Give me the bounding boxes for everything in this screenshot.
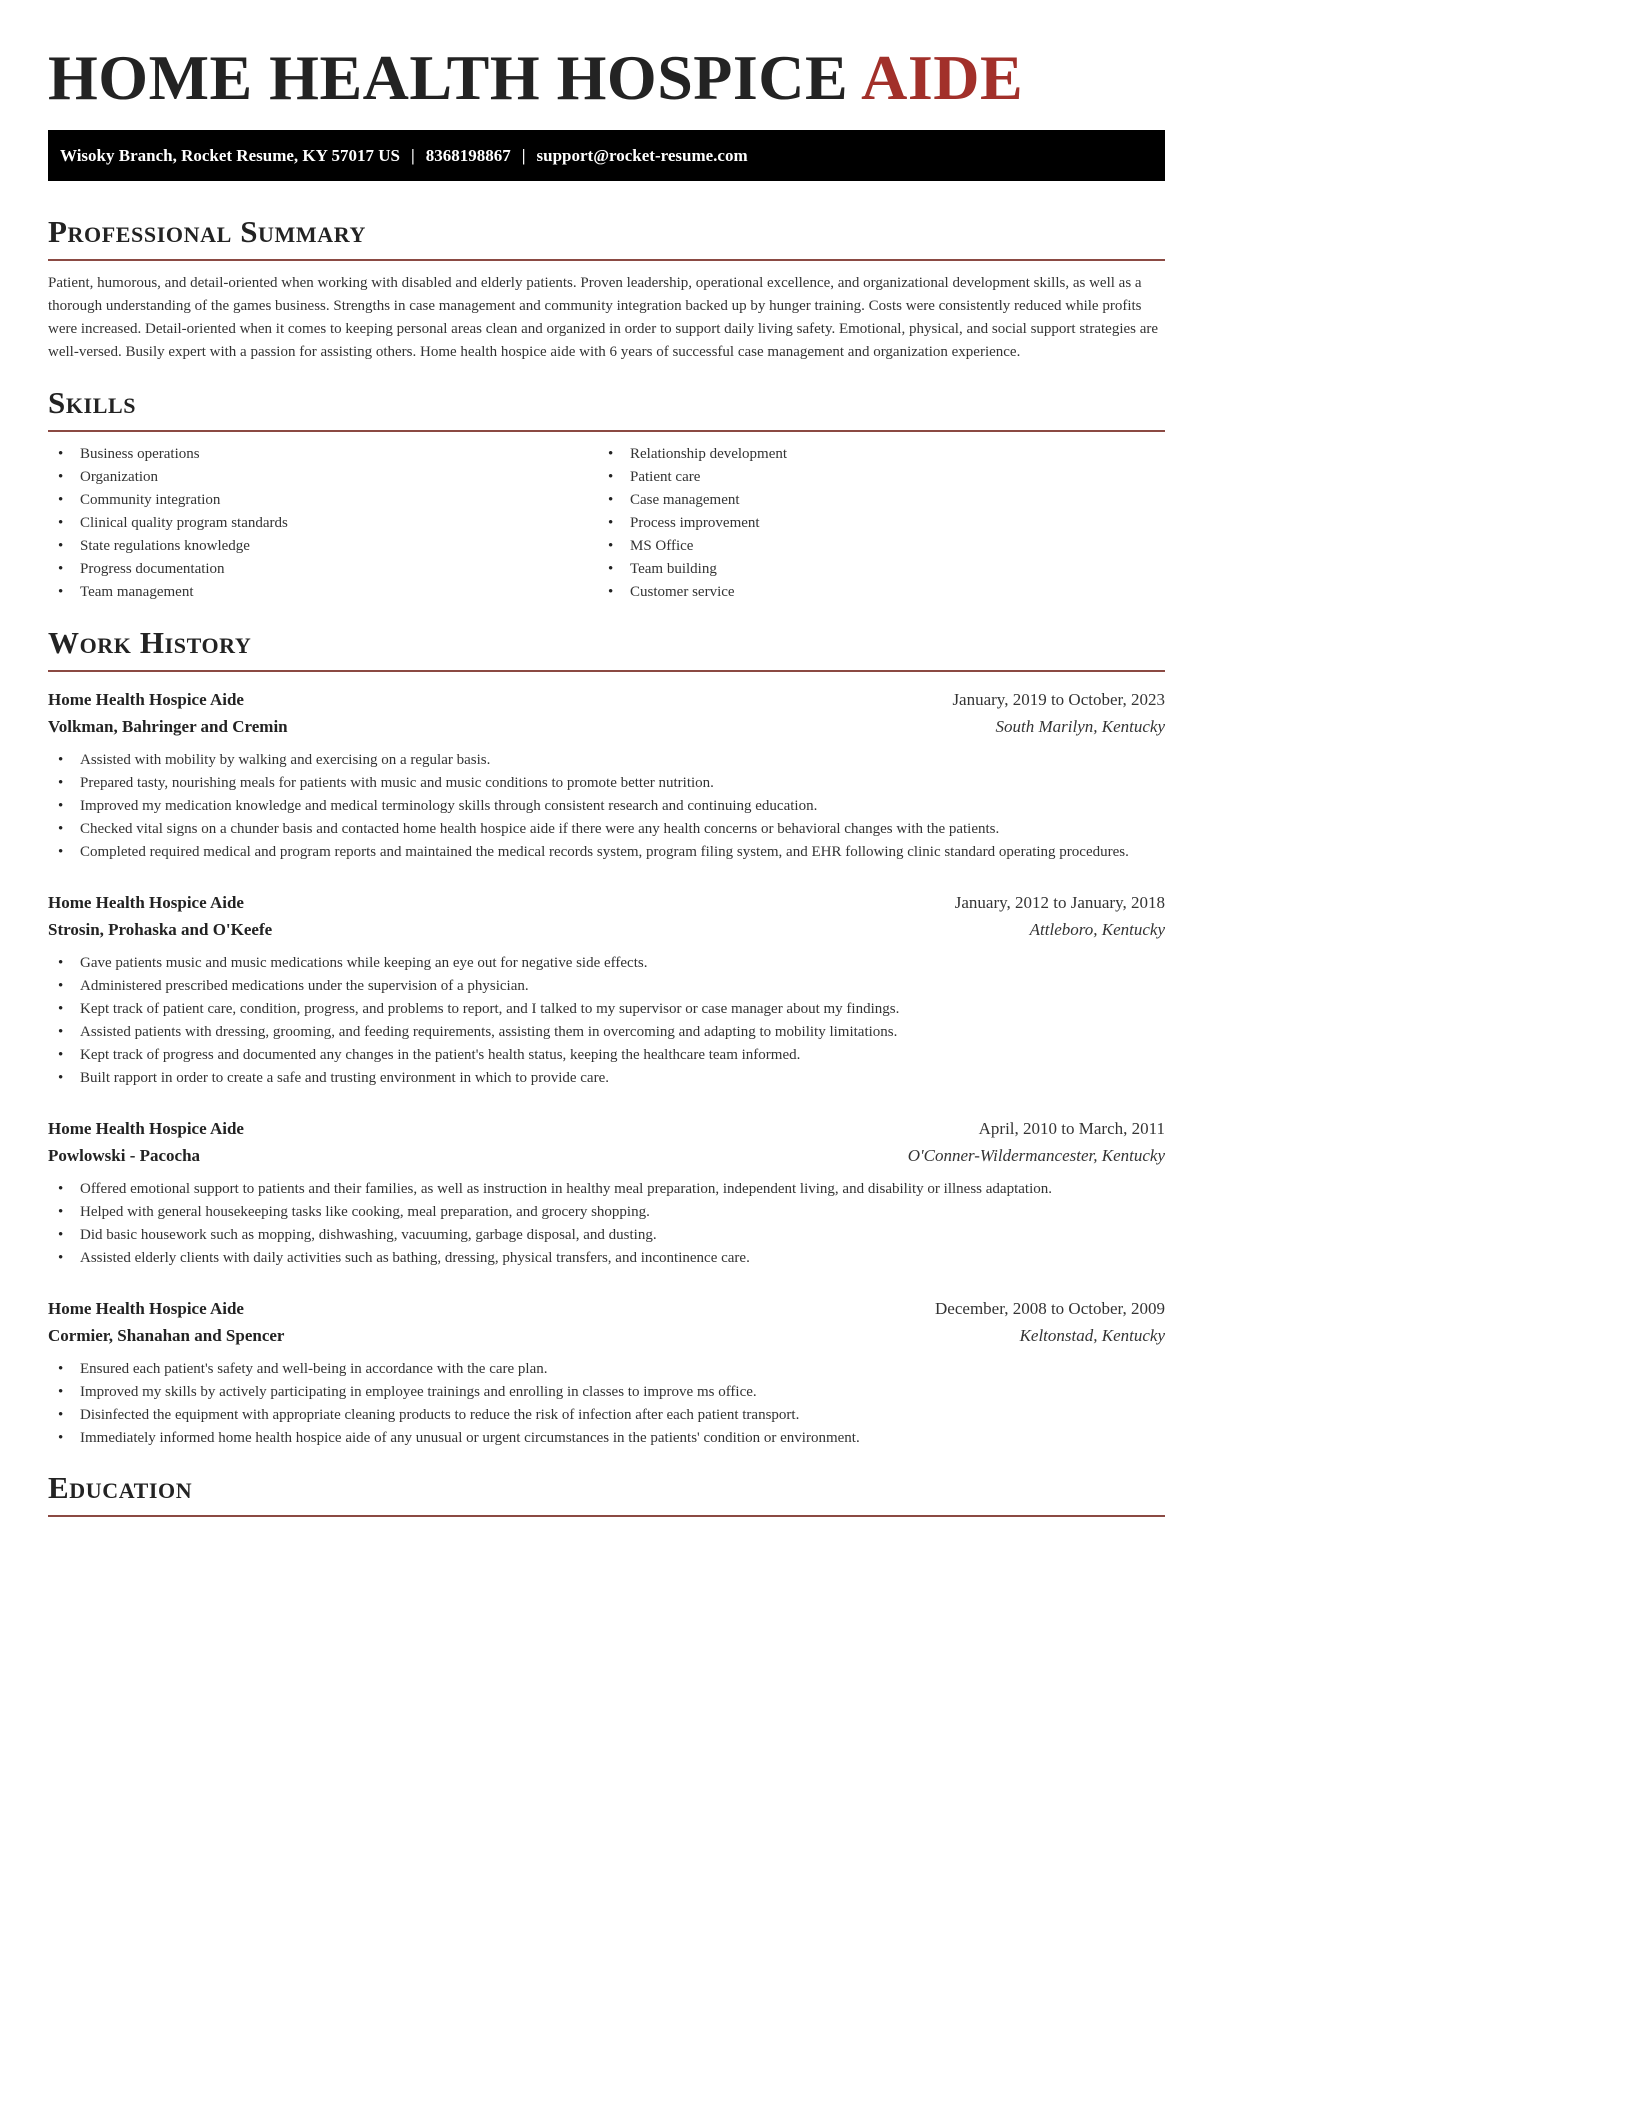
resume-page <box>48 0 1165 1517</box>
job-bullet: • Helped with general housekeeping tasks like cooking, meal preparation, and grocery shopping. <box>48 1201 1165 1224</box>
contact-separator: | <box>411 146 415 165</box>
job-bullet: • Ensured each patient's safety and well-being in accordance with the care plan. <box>48 1358 1165 1381</box>
job-title: Home Health Hospice Aide <box>48 1299 244 1318</box>
skill-item: • Relationship development <box>598 443 1148 466</box>
skill-item: • Team building <box>598 558 1148 581</box>
job-title: Home Health Hospice Aide <box>48 893 244 912</box>
job-bullets <box>48 1358 1165 1450</box>
job-employer: Cormier, Shanahan and Spencer <box>48 1326 285 1345</box>
job-entry <box>48 889 1165 1090</box>
job-bullet: • Built rapport in order to create a safe and trusting environment in which to provide care. <box>48 1067 1165 1090</box>
section-title-summary: Professional Summary <box>48 213 1165 261</box>
job-dates: April, 2010 to March, 2011 <box>978 1119 1165 1138</box>
job-location: Keltonstad, Kentucky <box>1019 1326 1165 1345</box>
skill-item: • Process improvement <box>598 512 1148 535</box>
job-bullet: • Assisted with mobility by walking and exercising on a regular basis. <box>48 749 1165 772</box>
section-title-education: Education <box>48 1469 1165 1517</box>
job-bullet: • Assisted patients with dressing, grooming, and feeding requirements, assisting them in overcoming and adapting to mobility limitations. <box>48 1021 1165 1044</box>
job-bullet: • Immediately informed home health hospice aide of any unusual or urgent circumstances in the patients' condition or environment. <box>48 1427 1165 1450</box>
job-bullet: • Completed required medical and program reports and maintained the medical records system, program filing system, and EHR following clinic standard operating procedures. <box>48 841 1165 864</box>
section-title-work-history: Work History <box>48 624 1165 672</box>
job-entry <box>48 1295 1165 1450</box>
job-employer: Volkman, Bahringer and Cremin <box>48 717 288 736</box>
job-location: O'Conner-Wildermancester, Kentucky <box>907 1146 1165 1165</box>
job-bullet: • Prepared tasty, nourishing meals for patients with music and music conditions to promote better nutrition. <box>48 772 1165 795</box>
job-employer: Powlowski - Pacocha <box>48 1146 201 1165</box>
job-bullets <box>48 1178 1165 1270</box>
contact-email: support@rocket-resume.com <box>536 146 748 165</box>
name-accent: AIDE <box>861 42 1024 113</box>
job-bullet: • Assisted elderly clients with daily activities such as bathing, dressing, physical transfers, and incontinence care. <box>48 1247 1165 1270</box>
skill-item: • Customer service <box>598 581 1148 604</box>
job-header <box>48 686 1165 713</box>
job-bullet: • Kept track of patient care, condition, progress, and problems to report, and I talked to my supervisor or case manager about my findings. <box>48 998 1165 1021</box>
skill-item: • State regulations knowledge <box>48 535 598 558</box>
skill-item: • Organization <box>48 466 598 489</box>
contact-separator: | <box>521 146 526 165</box>
job-subheader <box>48 916 1165 943</box>
skill-item: • Team management <box>48 581 598 604</box>
job-header <box>48 1115 1165 1142</box>
job-dates: January, 2012 to January, 2018 <box>954 893 1165 912</box>
skills-list <box>48 443 1165 604</box>
skill-item: • Patient care <box>598 466 1148 489</box>
job-bullet: • Kept track of progress and documented any changes in the patient's health status, keeping the healthcare team informed. <box>48 1044 1165 1067</box>
job-header <box>48 1295 1165 1322</box>
contact-bar <box>48 130 1165 181</box>
skill-item: • Progress documentation <box>48 558 598 581</box>
skill-item: • Clinical quality program standards <box>48 512 598 535</box>
job-bullet: • Offered emotional support to patients and their families, as well as instruction in healthy meal preparation, independent living, and disability or illness adaptation. <box>48 1178 1165 1201</box>
job-location: Attleboro, Kentucky <box>1029 920 1165 939</box>
skills-column-left <box>48 443 598 604</box>
skill-item: • MS Office <box>598 535 1148 558</box>
job-header <box>48 889 1165 916</box>
job-bullet: • Improved my skills by actively participating in employee trainings and enrolling in classes to improve ms office. <box>48 1381 1165 1404</box>
job-subheader <box>48 713 1165 740</box>
job-subheader <box>48 1142 1165 1169</box>
job-title: Home Health Hospice Aide <box>48 1119 244 1138</box>
job-location: South Marilyn, Kentucky <box>995 717 1165 736</box>
job-dates: December, 2008 to October, 2009 <box>935 1299 1165 1318</box>
job-bullet: • Administered prescribed medications under the supervision of a physician. <box>48 975 1165 998</box>
job-subheader <box>48 1322 1165 1349</box>
job-entry <box>48 1115 1165 1270</box>
skill-item: • Business operations <box>48 443 598 466</box>
name-main: HOME HEALTH HOSPICE <box>48 42 849 113</box>
contact-phone: 8368198867 <box>425 146 511 165</box>
resume-name <box>48 42 1165 114</box>
job-bullet: • Improved my medication knowledge and medical terminology skills through consistent research and continuing education. <box>48 795 1165 818</box>
section-title-skills: Skills <box>48 384 1165 432</box>
job-dates: January, 2019 to October, 2023 <box>952 690 1165 709</box>
job-bullets <box>48 952 1165 1090</box>
skills-column-right <box>598 443 1148 604</box>
job-bullet: • Did basic housework such as mopping, dishwashing, vacuuming, garbage disposal, and dusting. <box>48 1224 1165 1247</box>
job-bullets <box>48 749 1165 864</box>
job-bullet: • Disinfected the equipment with appropriate cleaning products to reduce the risk of infection after each patient transport. <box>48 1404 1165 1427</box>
job-bullet: • Checked vital signs on a chunder basis and contacted home health hospice aide if there were any health concerns or behavioral changes with the patients. <box>48 818 1165 841</box>
skill-item: • Community integration <box>48 489 598 512</box>
job-employer: Strosin, Prohaska and O'Keefe <box>48 920 273 939</box>
job-bullet: • Gave patients music and music medications while keeping an eye out for negative side effects. <box>48 952 1165 975</box>
skill-item: • Case management <box>598 489 1148 512</box>
job-entry <box>48 686 1165 864</box>
job-title: Home Health Hospice Aide <box>48 690 244 709</box>
summary-text: Patient, humorous, and detail-oriented when working with disabled and elderly patients. Proven leadership, operational excellence, and organizational development skills, as well as a thorough understanding of the games business. Strengths in case management and community integration backed up by hunger training. Costs were consistently reduced while profits were increased. Detail-oriented when it comes to keeping personal areas clean and organized in order to support daily living safety. Emotional, physical, and social support strategies are well-versed. Busily expert with a passion for assisting others. Home health hospice aide with 6 years of successful case management and organization experience. <box>48 275 1159 360</box>
contact-address: Wisoky Branch, Rocket Resume, KY 57017 US <box>60 146 401 165</box>
